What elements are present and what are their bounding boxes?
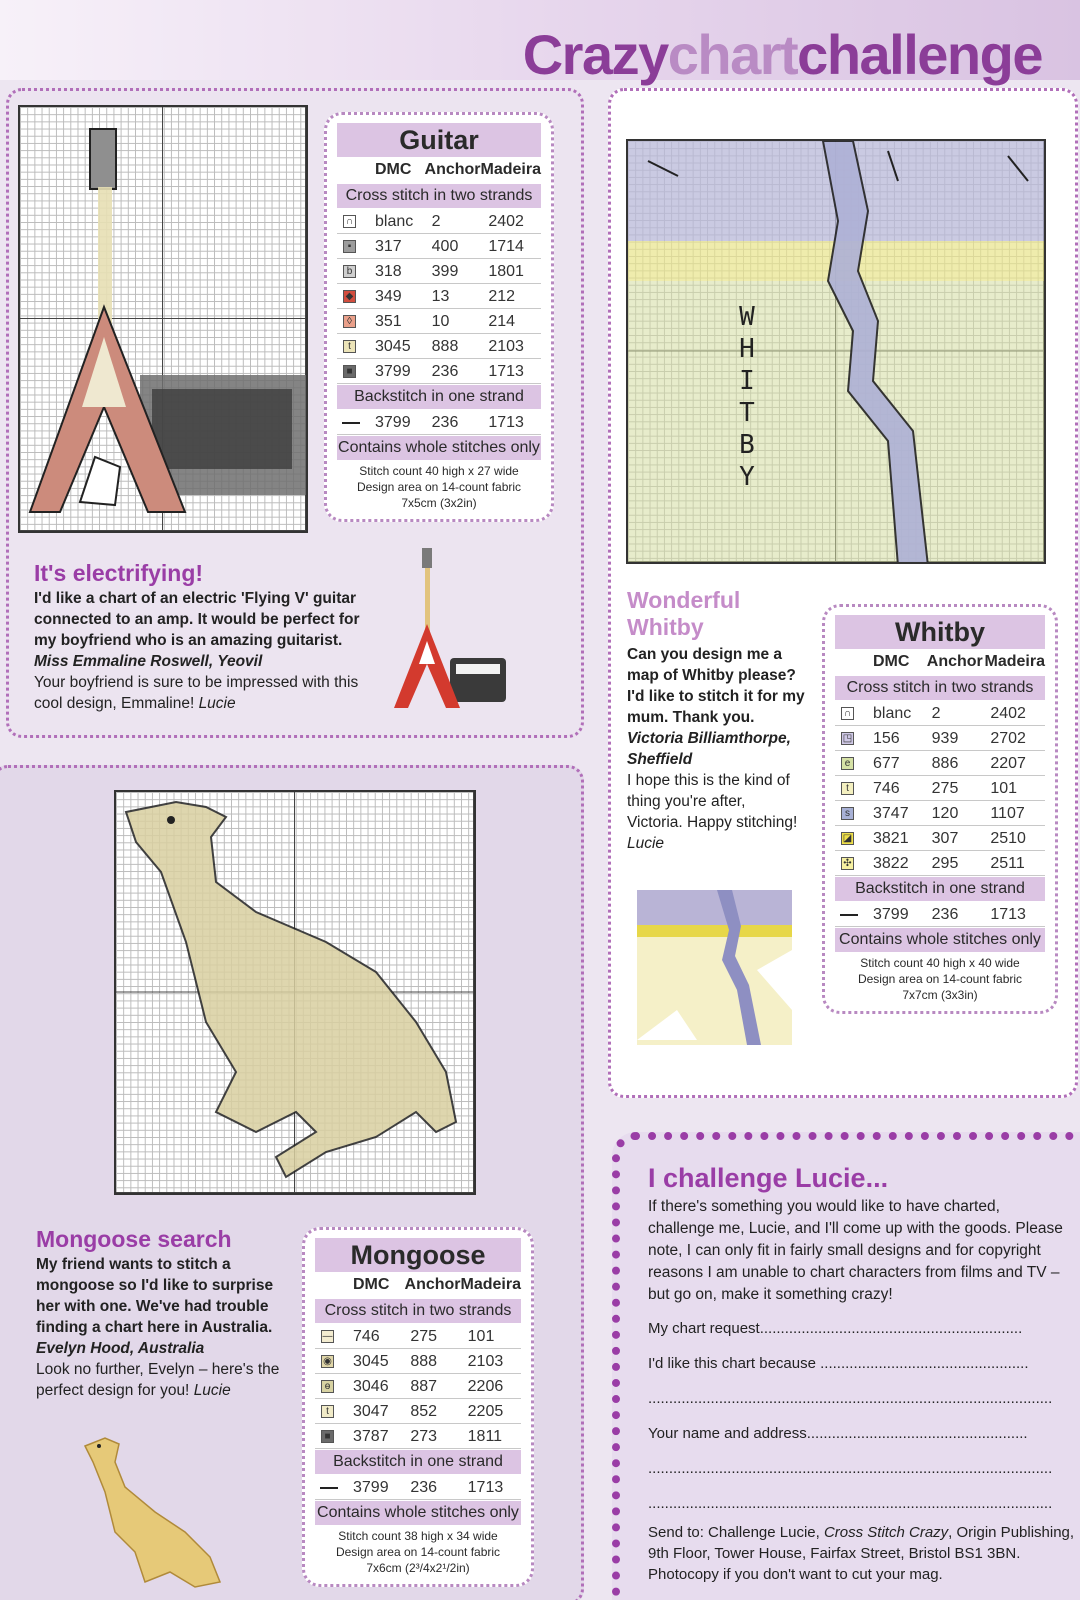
thread-row [337,209,541,234]
thread-symbol-icon: ◳ [842,733,853,744]
mongoose-chart [114,790,476,1195]
stitch-count-info: Stitch count 40 high x 27 wide Design area on 14-count fabric 7x5cm (3x2in) [356,464,522,510]
thread-madeira: 1801 [488,263,524,280]
thread-symbol-icon: ■ [343,365,356,378]
thread-madeira: 1713 [488,363,524,380]
thread-symbol-icon: ◉ [321,1355,334,1368]
backstitch-row: 3799 236 1713 [337,410,541,435]
whitby-chart-letter: H [739,334,755,364]
whitby-heading: Wonderful Whitby [627,587,741,640]
key-column-headers: DMC Anchor Madeira [353,1276,521,1293]
thread-anchor: 399 [431,263,459,280]
whitby-chart-letter: T [739,398,755,428]
thread-anchor: 2 [931,705,941,722]
thread-madeira: 214 [488,313,516,330]
mongoose-letter: My friend wants to stitch a mongoose so I'd like to surprise her with one. We've had trouble finding a chart here in Australia. Evelyn Hood, Australia Look no further, Evelyn – here's the perfect design for you! Lucie [36,1256,280,1399]
backstitch-line-icon [840,914,858,916]
thread-dmc: 3821 [873,830,909,847]
thread-anchor: 2 [431,213,441,230]
thread-row [337,259,541,284]
guitar-chart-artwork [20,107,308,533]
thread-row [835,851,1045,876]
thread-anchor: 295 [931,855,959,872]
guitar-key-card [324,112,554,522]
thread-madeira: 2103 [467,1353,504,1370]
thread-madeira: 101 [990,780,1018,797]
thread-row [315,1424,521,1449]
thread-dmc: 351 [375,313,402,330]
thread-madeira: 1107 [990,805,1025,822]
thread-dmc: 746 [873,780,900,797]
mongoose-thread-rows [315,1324,521,1449]
thread-anchor: 120 [931,805,959,822]
thread-symbol-icon: ∩ [841,707,854,720]
chart-reason-field-2[interactable]: ................................................................................................. [648,1390,1053,1407]
whitby-chart-artwork [628,141,1046,564]
thread-madeira: 1714 [488,238,524,255]
thread-symbol-icon: b [343,265,356,278]
name-address-field-3[interactable]: ................................................................................................. [648,1495,1053,1512]
thread-anchor: 886 [931,755,959,772]
thread-dmc: blanc [873,705,912,722]
backstitch-row: 3799 236 1713 [315,1475,521,1500]
mongoose-heading: Mongoose search [36,1226,232,1252]
thread-dmc: 349 [375,288,402,305]
thread-symbol-icon: ɵ [321,1380,334,1393]
backstitch-row: 3799 236 1713 [835,902,1045,927]
thread-madeira: 2402 [488,213,524,230]
thread-madeira: 2206 [467,1378,504,1395]
thread-dmc: 3045 [353,1353,389,1370]
thread-madeira: 101 [467,1328,495,1345]
mongoose-key-title: Mongoose [315,1238,521,1272]
thread-row [835,726,1045,751]
thread-symbol-icon: ◆ [343,290,356,303]
thread-dmc: 677 [873,755,900,772]
thread-anchor: 887 [410,1378,438,1395]
thread-anchor: 888 [410,1353,438,1370]
whitby-letter: Can you design me a map of Whitby please? I'd like to stitch it for my mum. Thank you. Victoria Billiamthorpe, Sheffield I hope this is the kind of thing you're after, Victoria. Happy stitching! Lucie [627,646,805,852]
cross-stitch-label: Cross stitch in two strands [337,184,541,208]
guitar-chart [18,105,308,533]
thread-row [835,776,1045,801]
send-to-address: Send to: Challenge Lucie, Cross Stitch Crazy, Origin Publishing, 9th Floor, Tower House, Fairfax Street, Bristol BS1 3BN. Photocopy if you don't want to cut your mag. [648,1524,1075,1583]
whitby-key-card [822,604,1058,1014]
mongoose-chart-artwork [116,792,476,1195]
thread-row [835,701,1045,726]
thread-anchor: 307 [931,830,959,847]
backstitch-line-icon [342,422,360,424]
thread-row [835,801,1045,826]
challenge-body: If there's something you would like to have charted, challenge me, Lucie, and I'll come up with the goods. Please note, I can only fit in fairly small designs and for copyright reasons I am unable to chart characters from films and TV – but go on, make it something crazy! [648,1198,1063,1303]
whitby-chart [626,139,1046,564]
thread-row [315,1374,521,1399]
thread-anchor: 275 [931,780,959,797]
key-column-headers: DMC Anchor Madeira [873,653,1045,670]
stitch-count-info: Stitch count 40 high x 40 wide Design area on 14-count fabric 7x7cm (3x3in) [857,956,1023,1002]
whole-stitches-label: Contains whole stitches only [315,1501,521,1525]
guitar-letter: I'd like a chart of an electric 'Flying V' guitar connected to an amp. It would be perfect for my boyfriend who is an amazing guitarist. Miss Emmaline Roswell, Yeovil Your boyfriend is sure to be impressed with this cool design, Emmaline! Lucie [34,590,360,712]
thread-dmc: 746 [353,1328,380,1345]
backstitch-label: Backstitch in one strand [835,877,1045,901]
cross-stitch-label: Cross stitch in two strands [315,1299,521,1323]
challenge-heading: I challenge Lucie... [648,1163,889,1193]
thread-madeira: 2207 [990,755,1026,772]
thread-row [315,1399,521,1424]
thread-anchor: 852 [410,1403,438,1420]
mongoose-illustration [75,1432,225,1592]
thread-dmc: 3799 [375,363,411,380]
thread-symbol-icon: t [321,1405,334,1418]
thread-symbol-icon: ◪ [842,833,853,844]
thread-symbol-icon: — [322,1331,333,1342]
thread-dmc: blanc [375,213,414,230]
name-address-field[interactable]: Your name and address..................................................... [648,1425,1028,1442]
thread-madeira: 2402 [990,705,1026,722]
backstitch-line-icon [320,1487,338,1489]
guitar-thread-rows [337,209,541,384]
whitby-key-title: Whitby [835,615,1045,649]
thread-dmc: 317 [375,238,402,255]
backstitch-label: Backstitch in one strand [337,385,541,409]
page-title: Crazychartchallenge [522,23,1042,86]
thread-row [337,309,541,334]
thread-madeira: 212 [488,288,516,305]
chart-reason-field[interactable]: I'd like this chart because .................................................. [648,1355,1029,1372]
thread-symbol-icon: t [841,782,854,795]
thread-symbol-icon: ■ [321,1430,334,1443]
thread-row [835,751,1045,776]
name-address-field-2[interactable]: ................................................................................................. [648,1460,1053,1477]
thread-dmc: 3822 [873,855,909,872]
whole-stitches-label: Contains whole stitches only [835,928,1045,952]
guitar-illustration [392,546,510,722]
whitby-thread-rows [835,701,1045,876]
thread-symbol-icon: s [841,807,854,820]
thread-madeira: 2702 [990,730,1026,747]
thread-symbol-icon: ◊ [343,315,356,328]
guitar-key-title: Guitar [337,123,541,157]
thread-row [337,359,541,384]
thread-row [835,826,1045,851]
thread-dmc: 156 [873,730,900,747]
thread-row [337,334,541,359]
thread-dmc: 318 [375,263,402,280]
guitar-heading: It's electrifying! [34,560,204,586]
key-column-headers: DMC Anchor Madeira [375,161,541,178]
thread-dmc: 3046 [353,1378,389,1395]
thread-madeira: 2510 [990,830,1026,847]
thread-dmc: 3045 [375,338,411,355]
chart-request-field[interactable]: My chart request............................................................... [648,1320,1023,1337]
whitby-chart-letter: W [739,302,755,332]
thread-symbol-icon: ✣ [841,857,854,870]
thread-row [337,284,541,309]
whitby-chart-letter: Y [739,462,755,492]
thread-symbol-icon: ∩ [343,215,356,228]
thread-anchor: 13 [431,288,450,305]
thread-row [315,1324,521,1349]
thread-anchor: 236 [431,363,459,380]
thread-row [337,234,541,259]
whitby-chart-letters [732,301,762,493]
mongoose-key-card [302,1227,534,1587]
thread-anchor: 273 [410,1428,438,1445]
thread-dmc: 3747 [873,805,909,822]
thread-dmc: 3047 [353,1403,389,1420]
thread-madeira: 2205 [467,1403,504,1420]
whitby-chart-letter: I [739,366,755,396]
thread-row [315,1349,521,1374]
whitby-chart-letter: B [739,430,755,460]
thread-anchor: 400 [431,238,459,255]
backstitch-label: Backstitch in one strand [315,1450,521,1474]
whitby-map-illustration [637,890,792,1045]
cross-stitch-label: Cross stitch in two strands [835,676,1045,700]
thread-anchor: 888 [431,338,459,355]
thread-symbol-icon: t [343,340,356,353]
thread-madeira: 1811 [467,1428,503,1445]
thread-madeira: 2511 [990,855,1025,872]
thread-anchor: 10 [431,313,450,330]
thread-dmc: 3787 [353,1428,389,1445]
thread-madeira: 2103 [488,338,524,355]
whole-stitches-label: Contains whole stitches only [337,436,541,460]
thread-symbol-icon: e [841,757,854,770]
thread-symbol-icon: ▪ [343,240,356,253]
thread-anchor: 939 [931,730,959,747]
thread-anchor: 275 [410,1328,438,1345]
stitch-count-info: Stitch count 38 high x 34 wide Design area on 14-count fabric 7x6cm (2³/4x2¹/2in) [335,1529,501,1575]
